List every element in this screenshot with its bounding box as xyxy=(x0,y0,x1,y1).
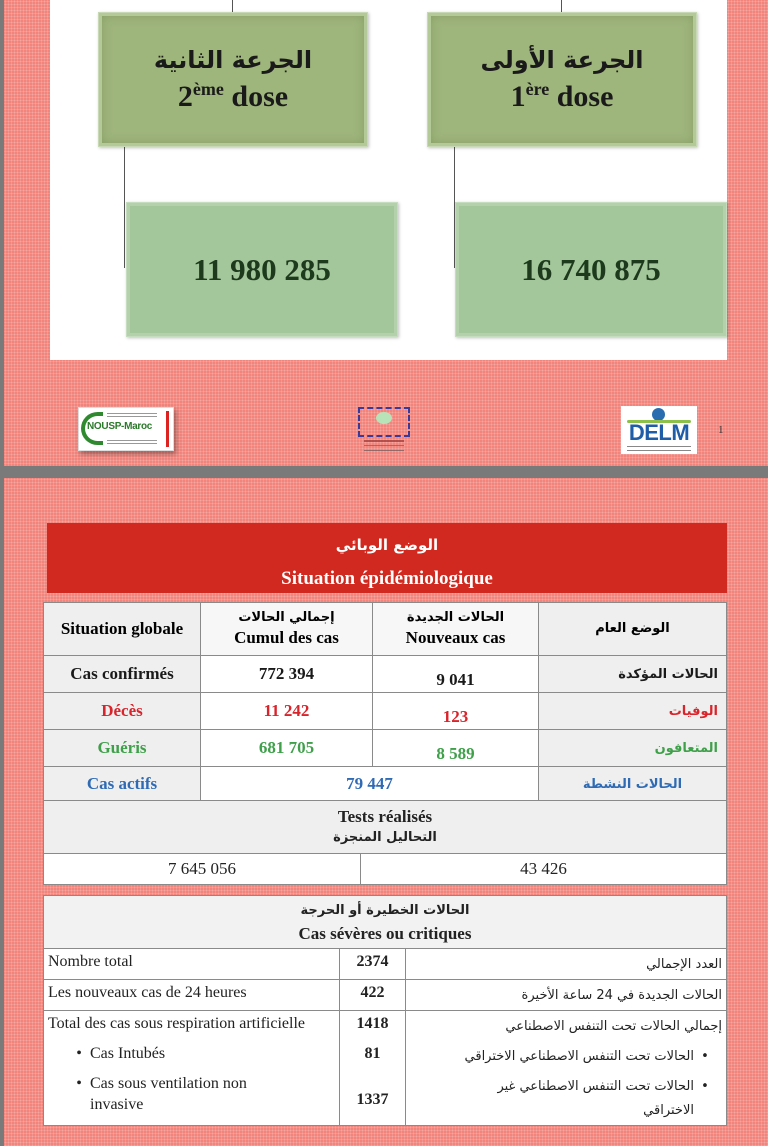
bullet-icon: • xyxy=(76,1075,82,1092)
first-dose-label-fr xyxy=(511,77,614,117)
tests-values-row xyxy=(44,854,727,885)
row-cumul: 772 394 xyxy=(201,656,373,693)
active-label-fr: Cas actifs xyxy=(44,767,201,802)
table-row xyxy=(44,730,727,767)
slide-page-1 xyxy=(4,0,768,466)
row-new: 123 xyxy=(373,693,539,730)
logo-line xyxy=(364,445,404,446)
table-row xyxy=(44,980,727,1011)
first-dose-number: 1 xyxy=(510,79,526,113)
table-row xyxy=(44,1071,727,1126)
header-global-fr: Situation globale xyxy=(60,619,184,638)
active-label-ar: الحالات النشطة xyxy=(539,767,727,802)
row-label-fr: Cas confirmés xyxy=(44,656,201,693)
severe-sub-label-fr xyxy=(44,1041,340,1071)
first-dose-label-box xyxy=(427,12,697,147)
ministry-of-health-logo xyxy=(356,407,412,459)
second-dose-label-ar: الجرعة الثانية xyxy=(153,45,313,74)
severe-sub-label-fr xyxy=(44,1071,340,1126)
header-new xyxy=(373,603,539,656)
logo-line xyxy=(627,446,691,447)
vaccination-panel xyxy=(50,0,727,360)
first-dose-suffix: ère xyxy=(525,78,550,99)
row-label-ar: الوفيات xyxy=(539,693,727,730)
severe-label-ar-text: الحالات تحت التنفس الاصطناعي الاختراقي xyxy=(464,1049,694,1064)
severe-value: 1337 xyxy=(340,1071,406,1126)
slide-page-2 xyxy=(4,478,768,1146)
logo-line xyxy=(107,416,157,417)
second-dose-word: dose xyxy=(231,79,289,113)
severe-label-ar: الحالات الجديدة في 24 ساعة الأخيرة xyxy=(406,980,727,1011)
severe-sub-label-ar xyxy=(406,1071,727,1126)
connector-line xyxy=(124,146,125,268)
second-dose-label-box xyxy=(98,12,368,147)
severe-label-fr: Nombre total xyxy=(44,949,340,980)
tests-table xyxy=(43,800,727,885)
connector-line xyxy=(232,0,233,12)
second-dose-value: 11 980 285 xyxy=(126,202,398,337)
bullet-icon: • xyxy=(76,1045,82,1062)
tests-title-fr: Tests réalisés xyxy=(337,807,433,826)
severe-header xyxy=(44,896,727,949)
logo-line xyxy=(107,440,157,441)
bullet-icon: • xyxy=(701,1079,709,1094)
severe-label-fr: Total des cas sous respiration artificielle xyxy=(44,1011,340,1042)
tests-header xyxy=(44,801,727,854)
severe-sub-label-ar xyxy=(406,1041,727,1071)
nousp-logo-text: NOUSP-Maroc xyxy=(87,421,153,432)
severe-title-fr: Cas sévères ou critiques xyxy=(298,924,472,943)
tests-new: 43 426 xyxy=(361,854,727,885)
severe-value: 422 xyxy=(340,980,406,1011)
first-dose-label-ar: الجرعة الأولى xyxy=(480,45,644,74)
header-cumul-fr: Cumul des cas xyxy=(234,628,339,647)
header-global-ar-text: الوضع العام xyxy=(595,621,670,636)
active-value: 79 447 xyxy=(201,767,539,802)
second-dose-suffix: ème xyxy=(192,78,224,99)
logo-line xyxy=(627,450,691,451)
severe-value: 81 xyxy=(340,1041,406,1071)
connector-line xyxy=(561,0,562,12)
tests-total: 7 645 056 xyxy=(44,854,361,885)
header-situation-globale xyxy=(44,603,201,656)
first-dose-word: dose xyxy=(556,79,614,113)
situation-title-band xyxy=(47,523,727,593)
table-row xyxy=(44,693,727,730)
row-label-fr: Décès xyxy=(44,693,201,730)
page-number: 1 xyxy=(718,424,724,436)
row-label-ar: الحالات المؤكدة xyxy=(539,656,727,693)
header-new-fr: Nouveaux cas xyxy=(405,628,506,647)
severe-label-ar: العدد الإجمالي xyxy=(406,949,727,980)
severe-label-fr-text: Cas Intubés xyxy=(90,1045,166,1062)
row-label-fr: Guéris xyxy=(44,730,201,767)
severe-label-ar: إجمالي الحالات تحت التنفس الاصطناعي xyxy=(406,1011,727,1042)
severe-value: 1418 xyxy=(340,1011,406,1042)
logo-line xyxy=(364,440,404,442)
severe-cases-table xyxy=(43,895,727,1126)
severe-title-ar: الحالات الخطيرة أو الحرجة xyxy=(300,903,470,918)
situation-table xyxy=(43,602,727,802)
severe-label-fr: Les nouveaux cas de 24 heures xyxy=(44,980,340,1011)
row-cumul: 681 705 xyxy=(201,730,373,767)
logo-bar xyxy=(166,411,169,447)
bullet-icon: • xyxy=(701,1049,709,1064)
table-row xyxy=(44,656,727,693)
second-dose-number: 2 xyxy=(177,79,193,113)
nousp-maroc-logo xyxy=(78,407,174,451)
severe-label-fr-text: Cas sous ventilation non invasive xyxy=(90,1075,247,1113)
table-row-active xyxy=(44,767,727,802)
situation-title-ar: الوضع الوبائي xyxy=(335,536,439,554)
logo-line xyxy=(107,443,157,444)
row-label-ar: المتعافون xyxy=(539,730,727,767)
logo-emblem xyxy=(376,412,392,424)
row-new: 9 041 xyxy=(373,656,539,693)
table-header-row xyxy=(44,603,727,656)
severe-value: 2374 xyxy=(340,949,406,980)
header-global-ar xyxy=(539,603,727,656)
row-cumul: 11 242 xyxy=(201,693,373,730)
second-dose-label-fr xyxy=(178,77,288,117)
delm-logo-text: DELM xyxy=(628,420,690,445)
tests-title-ar: التحاليل المنجزة xyxy=(333,830,437,845)
row-new: 8 589 xyxy=(373,730,539,767)
header-cumul-ar: إجمالي الحالات xyxy=(238,610,335,625)
first-dose-value: 16 740 875 xyxy=(455,202,727,337)
header-new-ar: الحالات الجديدة xyxy=(406,610,505,625)
logo-line xyxy=(107,413,157,414)
logo-line xyxy=(364,450,404,451)
table-row xyxy=(44,1041,727,1071)
header-cumul xyxy=(201,603,373,656)
severe-label-ar-text: الحالات تحت التنفس الاصطناعي غير الاختراقي xyxy=(497,1079,694,1118)
table-row xyxy=(44,1011,727,1042)
table-row xyxy=(44,949,727,980)
delm-logo xyxy=(621,406,697,454)
situation-title-fr: Situation épidémiologique xyxy=(281,568,493,589)
